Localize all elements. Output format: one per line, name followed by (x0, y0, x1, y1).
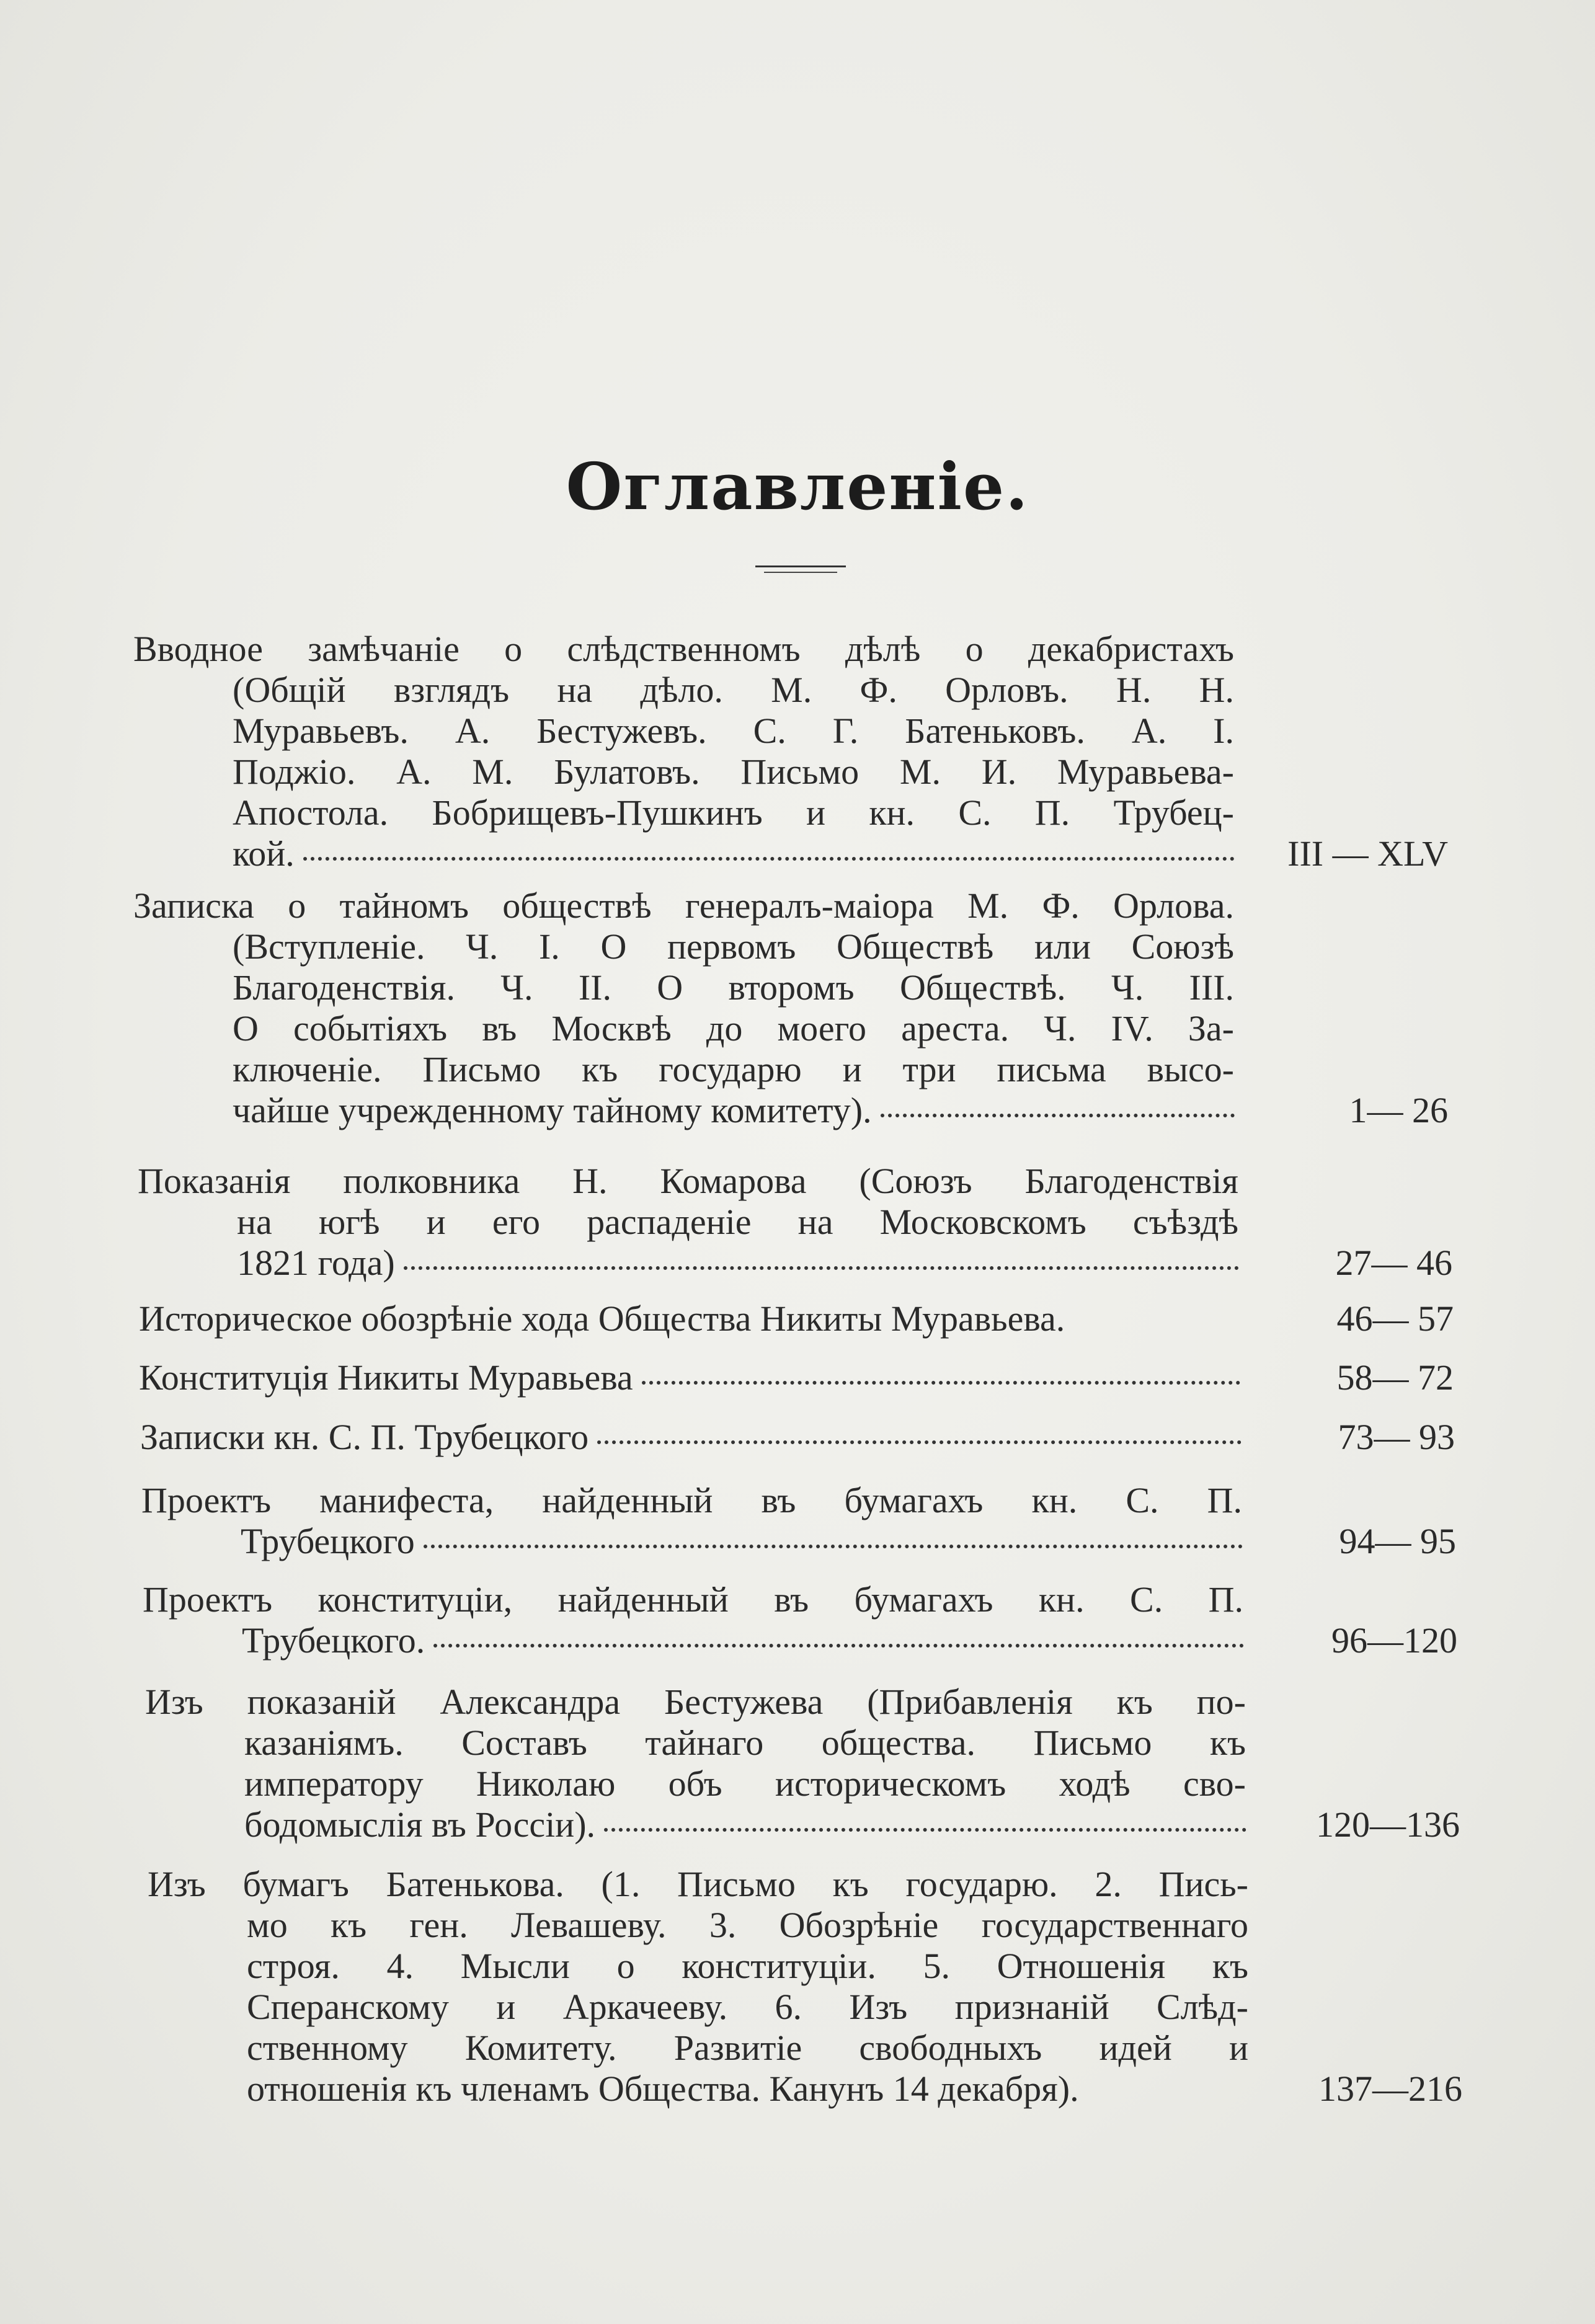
toc-entry-line: казаніямъ. Составъ тайнаго общества. Письмо къ (244, 1723, 1246, 1763)
toc-entry-line: Изъ показаній Александра Бестужева (Прибавленія къ по- (145, 1682, 1246, 1722)
page-range: 1— 26 (1349, 1090, 1448, 1130)
page-range: 27— 46 (1335, 1243, 1452, 1283)
toc-entry-line: Сперанскому и Аркачееву. 6. Изъ признаній Слѣд- (247, 1987, 1248, 2027)
dot-leader (433, 1644, 1244, 1648)
toc-entry-line: Проектъ манифеста, найденный въ бумагахъ кн. С. П. (141, 1480, 1242, 1520)
toc-entry-text: чайше учрежденному тайному комитету). (233, 1090, 872, 1130)
dot-leader (604, 1828, 1246, 1832)
toc-entry-last-line (139, 1298, 1454, 1339)
toc-entry-last-line (241, 1521, 1456, 1562)
toc-entry-text: бодомыслія въ Россіи). (244, 1804, 596, 1845)
toc-entry-text: 1821 года) (237, 1243, 395, 1283)
title-divider (755, 565, 846, 567)
dot-leader (881, 1114, 1235, 1117)
page-range: 46— 57 (1336, 1298, 1454, 1339)
toc-entry-last-line (244, 1804, 1460, 1845)
page-range: 94— 95 (1339, 1521, 1456, 1561)
toc-entry-line: Показанія полковника Н. Комарова (Союзъ Благоденствія (138, 1161, 1238, 1201)
toc-entry-text: Конституція Никиты Муравьева (139, 1357, 633, 1398)
toc-entry-line: (Общій взглядъ на дѣло. М. Ф. Орловъ. Н. Н. (233, 670, 1234, 710)
toc-entry-last-line (237, 1243, 1452, 1284)
toc-entry-text: отношенія къ членамъ Общества. Канунъ 14 декабря). (247, 2069, 1079, 2109)
page-range: 96—120 (1331, 1620, 1457, 1661)
toc-entry-last-line (140, 1417, 1455, 1458)
toc-entry (139, 1357, 1454, 1398)
toc-entry-line: строя. 4. Мысли о конституціи. 5. Отношенія къ (247, 1946, 1248, 1986)
toc-entry (140, 1417, 1455, 1458)
toc-entry-text: кой. (233, 833, 295, 874)
toc-entry-line: Записка о тайномъ обществѣ генералъ-маіора М. Ф. Орлова. (133, 885, 1234, 926)
page-range: 58— 72 (1336, 1357, 1454, 1398)
toc-entry-last-line (247, 2069, 1462, 2109)
toc-entry-line: Благоденствія. Ч. II. О второмъ Обществѣ. Ч. III. (233, 967, 1234, 1008)
toc-entry-text: Историческое обозрѣніе хода Общества Никиты Муравьева. (139, 1298, 1065, 1339)
toc-entry-text: Записки кн. С. П. Трубецкого (140, 1417, 589, 1457)
toc-entry-line: Поджіо. А. М. Булатовъ. Письмо М. И. Муравьева- (233, 752, 1234, 792)
page-range: III — XLV (1287, 833, 1448, 874)
toc-entry (133, 885, 1448, 1131)
toc-entry (139, 1298, 1454, 1339)
toc-entry-line: Изъ бумагъ Батенькова. (1. Письмо къ государю. 2. Пись- (148, 1864, 1248, 1904)
toc-entry-last-line (233, 833, 1448, 874)
toc-entry-line: на югѣ и его распаденіе на Московскомъ съѣздѣ (237, 1202, 1238, 1242)
title-divider-secondary (764, 572, 837, 573)
dot-leader (597, 1440, 1242, 1444)
toc-entry (145, 1682, 1460, 1845)
toc-entry-line: Муравьевъ. А. Бестужевъ. С. Г. Батеньковъ. А. I. (233, 711, 1234, 751)
toc-entry-last-line (233, 1090, 1448, 1131)
dot-leader (424, 1545, 1243, 1548)
toc-entry-line: О событіяхъ въ Москвѣ до моего ареста. Ч. IV. За- (233, 1008, 1234, 1049)
toc-entry (141, 1480, 1456, 1562)
toc-entry-line: Апостола. Бобрищевъ-Пушкинъ и кн. С. П. Трубец- (233, 792, 1234, 833)
dot-leader (642, 1381, 1240, 1385)
toc-entry (148, 1864, 1462, 2109)
toc-entry-last-line (139, 1357, 1454, 1398)
toc-entry-text: Трубецкого. (242, 1620, 425, 1661)
toc-entry-line: Проектъ конституціи, найденный въ бумагахъ кн. С. П. (143, 1579, 1243, 1620)
toc-entry-text: Трубецкого (241, 1521, 415, 1561)
page-range: 120—136 (1316, 1804, 1460, 1845)
toc-entry (143, 1579, 1457, 1661)
page-range: 137—216 (1318, 2069, 1462, 2109)
toc-entry-line: императору Николаю объ историческомъ ходѣ сво- (244, 1763, 1246, 1804)
dot-leader (404, 1266, 1239, 1270)
toc-entry-line: ственному Комитету. Развитіе свободныхъ идей и (247, 2028, 1248, 2068)
toc-entry-line: Вводное замѣчаніе о слѣдственномъ дѣлѣ о декабристахъ (133, 629, 1234, 669)
toc-entry-line: мо къ ген. Левашеву. 3. Обозрѣніе государственнаго (247, 1905, 1248, 1945)
toc-entry (138, 1161, 1452, 1284)
toc-entry-last-line (242, 1620, 1457, 1661)
page-range: 73— 93 (1338, 1417, 1455, 1457)
toc-entry (133, 629, 1448, 874)
page-title: Оглавленіе. (566, 448, 1029, 525)
toc-entry-line: (Вступленіе. Ч. I. О первомъ Обществѣ или Союзѣ (233, 926, 1234, 967)
dot-leader (303, 857, 1235, 861)
toc-entry-line: ключеніе. Письмо къ государю и три письма высо- (233, 1049, 1234, 1089)
